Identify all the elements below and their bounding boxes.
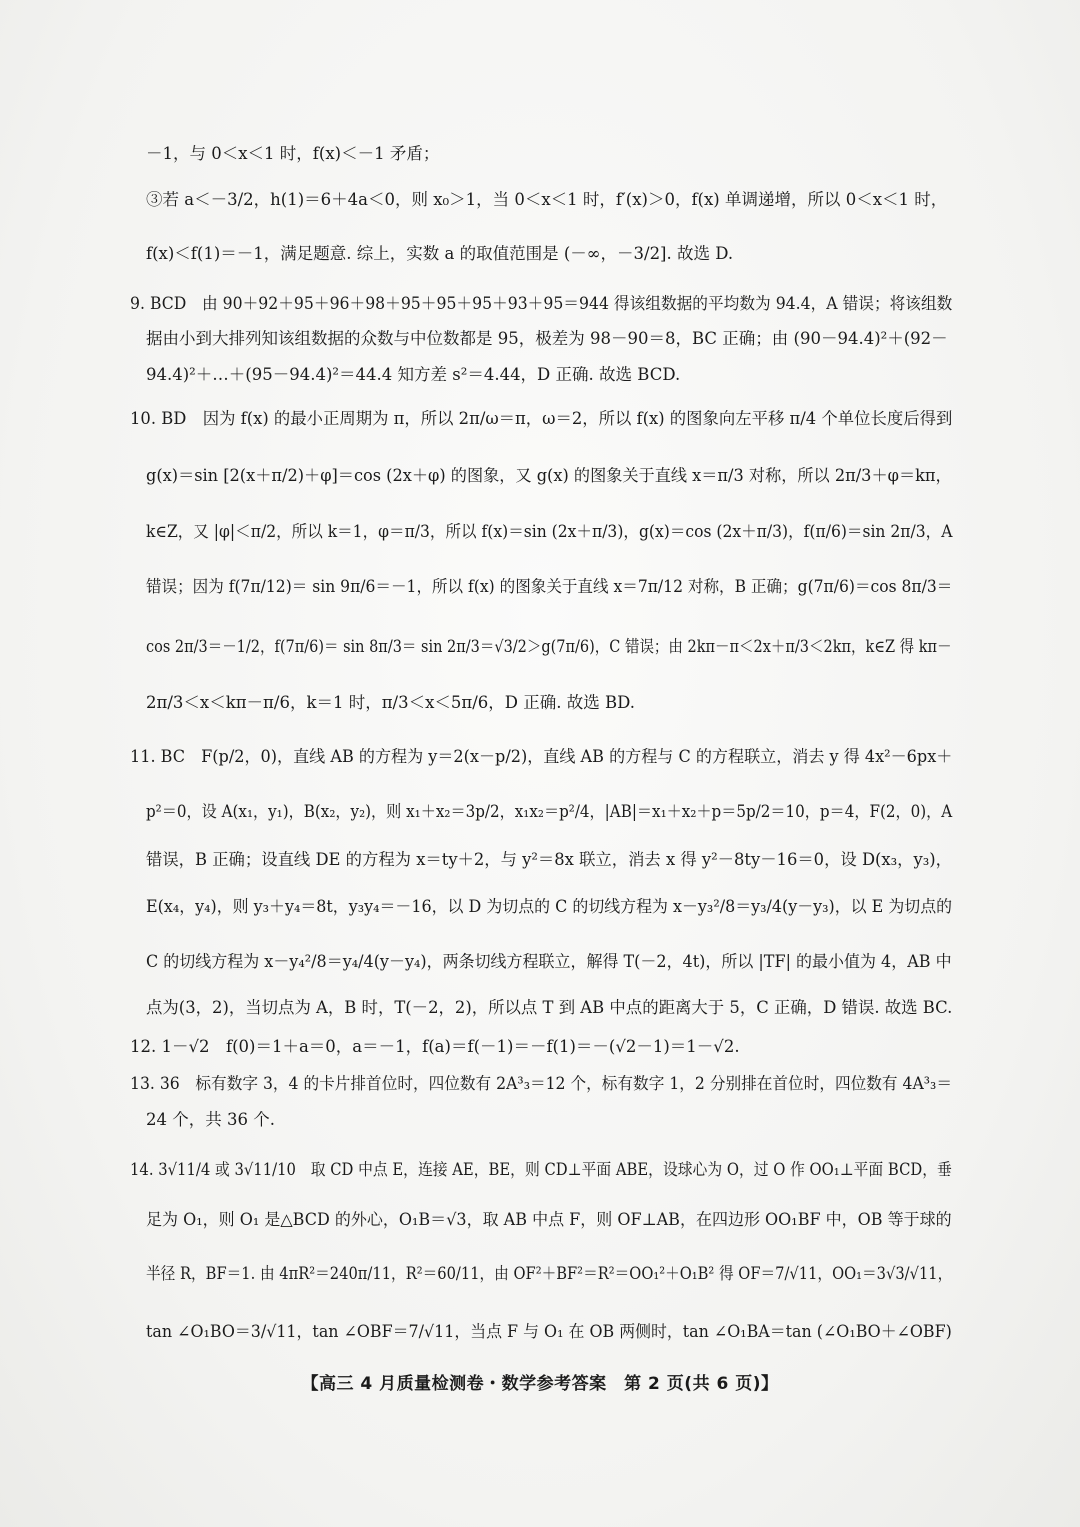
text-line-content: p²＝0，设 A(x₁，y₁)，B(x₂，y₂)，则 x₁＋x₂＝3p/2，x₁x₂＝p²/4，|AB|＝x₁＋x₂＋p＝5p/2＝10，p＝4，F(2，0)，A — [146, 802, 953, 821]
text-line-content: 24 个，共 36 个. — [146, 1110, 275, 1129]
text-line-content: 13. 36 标有数字 3，4 的卡片排首位时，四位数有 2A³₃＝12 个，标有数字 1，2 分别排在首位时，四位数有 4A³₃＝ — [130, 1074, 952, 1093]
text-line-content: E(x₄，y₄)，则 y₃＋y₄＝8t，y₃y₄＝－16，以 D 为切点的 C 的切线方程为 x－y₃²/8＝y₃/4(y－y₃)，以 E 为切点的 — [146, 897, 953, 916]
text-line-content: C 的切线方程为 x－y₄²/8＝y₄/4(y－y₄)，两条切线方程联立，解得 T(－2，4t)，所以 |TF| 的最小值为 4，AB 中 — [146, 952, 952, 971]
text-line-content: 12. 1－√2 f(0)＝1＋a＝0，a＝－1，f(a)＝f(－1)＝－f(1)＝－(√2－1)＝1－√2. — [130, 1037, 740, 1056]
text-line-content: 14. 3√11/4 或 3√11/10 取 CD 中点 E，连接 AE，BE，则 CD⊥平面 ABE，设球心为 O，过 O 作 OO₁⊥平面 BCD，垂 — [130, 1160, 952, 1179]
page-footer: 【高三 4 月质量检测卷・数学参考答案 第 2 页(共 6 页)】 — [301, 1374, 779, 1394]
text-line-content: 10. BD 因为 f(x) 的最小正周期为 π，所以 2π/ω＝π，ω＝2，所以 f(x) 的图象向左平移 π/4 个单位长度后得到 — [130, 409, 953, 428]
text-line-content: 94.4)²＋…＋(95－94.4)²＝44.4 知方差 s²＝4.44，D 正确. 故选 BCD. — [146, 365, 681, 384]
text-line-content: g(x)＝sin [2(x＋π/2)＋φ]＝cos (2x＋φ) 的图象，又 g(x) 的图象关于直线 x＝π/3 对称，所以 2π/3＋φ＝kπ， — [146, 466, 952, 485]
text-line-content: 2π/3＜x＜kπ－π/6，k＝1 时，π/3＜x＜5π/6，D 正确. 故选 BD. — [146, 693, 636, 712]
text-line-content: 11. BC F(p/2，0)，直线 AB 的方程为 y＝2(x－p/2)，直线 AB 的方程与 C 的方程联立，消去 y 得 4x²－6px＋ — [130, 747, 953, 766]
text-line-content: 错误，B 正确；设直线 DE 的方程为 x＝ty＋2，与 y²＝8x 联立，消去 x 得 y²－8ty－16＝0，设 D(x₃，y₃)， — [146, 850, 953, 869]
text-line-content: 9. BCD 由 90＋92＋95＋96＋98＋95＋95＋95＋93＋95＝944 得该组数据的平均数为 94.4，A 错误；将该组数 — [130, 294, 953, 313]
text-line-content: 据由小到大排列知该组数据的众数与中位数都是 95，极差为 98－90＝8，BC 正确；由 (90－94.4)²＋(92－ — [146, 329, 948, 348]
text-line-content: tan ∠O₁BO＝3/√11，tan ∠OBF＝7/√11，当点 F 与 O₁ 在 OB 两侧时，tan ∠O₁BA＝tan (∠O₁BO＋∠OBF) — [146, 1322, 952, 1341]
text-line-content: ③若 a＜－3/2，h(1)＝6＋4a＜0，则 x₀＞1，当 0＜x＜1 时，f′(x)＞0，f(x) 单调递增，所以 0＜x＜1 时， — [146, 190, 948, 209]
text-line-content: 错误；因为 f(7π/12)＝ sin 9π/6＝－1，所以 f(x) 的图象关于直线 x＝7π/12 对称，B 正确；g(7π/6)＝cos 8π/3＝ — [146, 577, 953, 596]
text-line-content: 半径 R，BF＝1. 由 4πR²＝240π/11，R²＝60/11，由 OF²＋BF²＝R²＝OO₁²＋O₁B² 得 OF＝7/√11，OO₁＝3√3/√11， — [146, 1264, 953, 1283]
text-line-content: －1，与 0＜x＜1 时，f(x)＜－1 矛盾； — [146, 144, 440, 163]
text-line-content: cos 2π/3＝－1/2，f(7π/6)＝ sin 8π/3＝ sin 2π/3＝√3/2＞g(7π/6)，C 错误；由 2kπ－π＜2x＋π/3＜2kπ，k∈Z 得 kπ－ — [146, 637, 952, 656]
text-line-content: 足为 O₁，则 O₁ 是△BCD 的外心，O₁B＝√3，取 AB 中点 F，则 OF⊥AB，在四边形 OO₁BF 中，OB 等于球的 — [146, 1210, 952, 1229]
text-line-content: f(x)＜f(1)＝－1，满足题意. 综上，实数 a 的取值范围是 (－∞，－3/2]. 故选 D. — [146, 244, 734, 263]
text-line-content: 点为(3，2)，当切点为 A，B 时，T(－2，2)，所以点 T 到 AB 中点的距离大于 5，C 正确，D 错误. 故选 BC. — [146, 998, 953, 1017]
text-line-content: k∈Z，又 |φ|＜π/2，所以 k＝1，φ＝π/3，所以 f(x)＝sin (2x＋π/3)，g(x)＝cos (2x＋π/3)，f(π/6)＝sin 2π/3，A — [146, 522, 953, 541]
